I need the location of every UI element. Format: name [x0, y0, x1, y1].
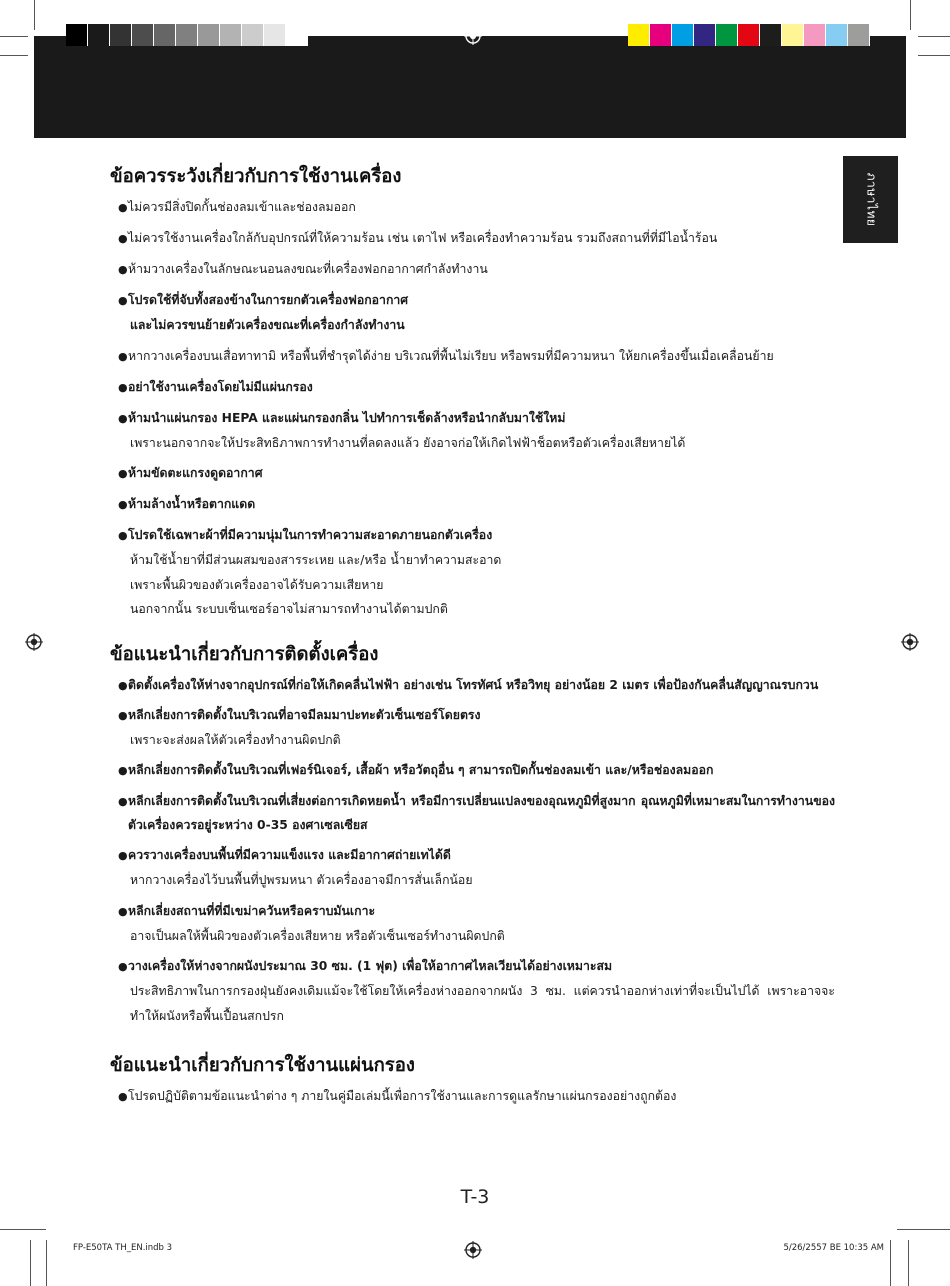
registration-mark-icon [901, 633, 919, 651]
crop-mark [30, 1240, 31, 1286]
list-item [110, 461, 835, 486]
calibration-swatch [804, 24, 826, 46]
item-description: ห้ามใช้น้ำยาที่มีส่วนผสมของสารระเหย และ/หรือ น้ำยาทำความสะอาด [130, 553, 502, 567]
crop-mark [34, 0, 35, 30]
list-item [110, 257, 835, 282]
item-title: โปรดปฏิบัติตามข้อแนะนำต่าง ๆ ภายในคู่มือเล่มนี้เพื่อการใช้งานและการดูแลรักษาแผ่นกรองอย่างถูกต้อง [128, 1089, 677, 1103]
list-item [110, 673, 835, 697]
header-band [34, 36, 906, 138]
language-tab-label: ภาษาไทย [864, 172, 878, 227]
list-item [110, 226, 835, 251]
calibration-swatch [760, 24, 782, 46]
list-item [110, 375, 835, 400]
item-title: อย่าใช้งานเครื่องโดยไม่มีแผ่นกรอง [128, 379, 313, 394]
list-item [110, 843, 835, 893]
item-title: วางเครื่องให้ห่างจากผนังประมาณ 30 ซม. (1 ฟุต) เพื่อให้อากาศไหลเวียนได้อย่างเหมาะสม [128, 959, 613, 973]
calibration-swatch [694, 24, 716, 46]
crop-mark [0, 36, 28, 37]
list-item [110, 789, 835, 837]
item-title: ห้ามนำแผ่นกรอง HEPA และแผ่นกรองกลิ่น ไปทำการเช็ดล้างหรือนำกลับมาใช้ใหม่ [128, 410, 566, 425]
item-description: นอกจากนั้น ระบบเซ็นเซอร์อาจไม่สามารถทำงานได้ตามปกติ [130, 602, 448, 616]
list-item [110, 954, 835, 1029]
crop-mark [46, 1240, 47, 1286]
list-item [110, 406, 835, 456]
calibration-swatch [176, 24, 198, 46]
list-item [110, 899, 835, 949]
list-item [110, 1084, 835, 1109]
section-heading: ข้อแนะนำเกี่ยวกับการใช้งานแผ่นกรอง [110, 1055, 415, 1076]
bullet-icon: ● [118, 678, 128, 692]
crop-mark [897, 1229, 950, 1230]
bullet-icon: ● [118, 764, 128, 777]
bullet-icon: ● [118, 498, 128, 511]
item-title: ห้ามล้างน้ำหรือตากแดด [128, 497, 256, 511]
list-item [110, 523, 835, 622]
item-title: หากวางเครื่องบนเสื่อทาทามิ หรือพื้นที่ชำรุดได้ง่าย บริเวณที่พื้นไม่เรียบ หรือพรมที่มีความหนา ให้ยกเครื่องขึ้นเมื่อเคลื่อนย้าย [128, 348, 774, 363]
crop-mark [0, 55, 28, 56]
bullet-icon: ● [118, 349, 128, 363]
calibration-swatch [826, 24, 848, 46]
calibration-swatch [672, 24, 694, 46]
bullet-icon: ● [118, 263, 128, 276]
language-tab [843, 156, 898, 243]
bullet-icon: ● [118, 411, 128, 425]
item-title: หลีกเลี่ยงสถานที่ที่มีเขม่าควันหรือคราบมันเกาะ [128, 903, 376, 918]
item-title: หลีกเลี่ยงการติดตั้งในบริเวณที่อาจมีลมมาปะทะตัวเซ็นเซอร์โดยตรง [128, 707, 481, 722]
item-title: ห้ามวางเครื่องในลักษณะนอนลงขณะที่เครื่องฟอกอากาศกำลังทำงาน [128, 262, 488, 276]
calibration-swatch [198, 24, 220, 46]
calibration-swatch [88, 24, 110, 46]
item-title: ไม่ควรมีสิ่งปิดกั้นช่องลมเข้าและช่องลมออก [128, 200, 356, 214]
section [110, 164, 835, 622]
calibration-swatch [110, 24, 132, 46]
calibration-swatch [242, 24, 264, 46]
bullet-icon: ● [118, 1090, 128, 1103]
calibration-swatch [154, 24, 176, 46]
registration-mark-icon [464, 1241, 482, 1259]
item-description: และไม่ควรขนย้ายตัวเครื่องขณะที่เครื่องกำลังทำงาน [130, 318, 405, 332]
footer-file-name: FP-E50TA TH_EN.indb 3 [73, 1243, 173, 1253]
crop-mark [918, 55, 950, 56]
bullet-icon: ● [118, 201, 128, 214]
calibration-swatch [264, 24, 286, 46]
item-title: ห้ามขัดตะแกรงดูดอากาศ [128, 466, 263, 480]
item-description: เพราะนอกจากจะให้ประสิทธิภาพการทำงานที่ลดลงแล้ว ยังอาจก่อให้เกิดไฟฟ้าช็อตหรือตัวเครื่องเสียหายได้ [130, 435, 686, 450]
registration-mark-icon [25, 633, 43, 651]
section-heading: ข้อแนะนำเกี่ยวกับการติดตั้งเครื่อง [110, 643, 379, 665]
calibration-swatch [132, 24, 154, 46]
crop-mark [0, 1229, 46, 1230]
bullet-icon: ● [118, 904, 128, 918]
bullet-icon: ● [118, 529, 128, 542]
bullet-icon: ● [118, 795, 128, 808]
calibration-swatch [650, 24, 672, 46]
crop-mark [890, 1240, 891, 1286]
bullet-icon: ● [118, 232, 128, 245]
calibration-swatch [220, 24, 242, 46]
item-description: เพราะพื้นผิวของตัวเครื่องอาจได้รับความเสียหาย [130, 577, 384, 592]
bullet-icon: ● [118, 849, 128, 862]
bullet-icon: ● [118, 708, 128, 722]
item-description: หากวางเครื่องไว้บนพื้นที่ปูพรมหนา ตัวเครื่องอาจมีการสั่นเล็กน้อย [130, 873, 473, 887]
calibration-swatch [628, 24, 650, 46]
section-heading: ข้อควรระวังเกี่ยวกับการใช้งานเครื่อง [110, 166, 402, 187]
calibration-swatch [738, 24, 760, 46]
calibration-swatch [286, 24, 308, 46]
section [110, 642, 835, 1030]
list-item [110, 344, 835, 369]
item-title: โปรดใช้เฉพาะผ้าที่มีความนุ่มในการทำความสะอาดภายนอกตัวเครื่อง [128, 528, 493, 542]
bullet-icon: ● [118, 380, 128, 394]
bullet-icon: ● [118, 467, 128, 480]
item-title: ไม่ควรใช้งานเครื่องใกล้กับอุปกรณ์ที่ให้ความร้อน เช่น เตาไฟ หรือเครื่องทำความร้อน รวมถึงสถานที่ที่มีไอน้ำร้อน [128, 231, 718, 245]
crop-mark [908, 1240, 909, 1286]
page-content [110, 164, 835, 1115]
page-number: T-3 [460, 1186, 490, 1208]
crop-mark [910, 0, 911, 30]
bullet-icon: ● [118, 294, 128, 307]
section [110, 1053, 835, 1109]
grayscale-calibration-bar [66, 24, 308, 46]
crop-mark [918, 36, 950, 37]
calibration-swatch [66, 24, 88, 46]
item-title: ควรวางเครื่องบนพื้นที่มีความแข็งแรง และมีอากาศถ่ายเทได้ดี [128, 848, 451, 862]
list-item [110, 758, 835, 783]
color-calibration-bar [628, 24, 870, 46]
calibration-swatch [716, 24, 738, 46]
item-title: โปรดใช้ที่จับทั้งสองข้างในการยกตัวเครื่องฟอกอากาศ [128, 293, 409, 307]
list-item [110, 703, 835, 753]
item-title: หลีกเลี่ยงการติดตั้งในบริเวณที่เฟอร์นิเจอร์, เสื้อผ้า หรือวัตถุอื่น ๆ สามารถปิดกั้นช่องลมเข้า และ/หรือช่องลมออก [128, 763, 714, 777]
bullet-icon: ● [118, 960, 128, 973]
calibration-swatch [782, 24, 804, 46]
calibration-swatch [848, 24, 870, 46]
item-description: เพราะจะส่งผลให้ตัวเครื่องทำงานผิดปกติ [130, 732, 341, 747]
list-item [110, 288, 835, 338]
footer-timestamp: 5/26/2557 BE 10:35 AM [783, 1243, 884, 1253]
registration-mark-icon [464, 27, 482, 45]
item-title: หลีกเลี่ยงการติดตั้งในบริเวณที่เสี่ยงต่อการเกิดหยดน้ำ หรือมีการเปลี่ยนแปลงของอุณหภูมิที่สูงมาก อุณหภูมิที่เหมาะสมในการทำงานของตัวเครื่องควรอยู่ระหว่าง 0-35 องศาเซลเซียส [128, 794, 835, 832]
list-item [110, 195, 835, 220]
item-description: อาจเป็นผลให้พื้นผิวของตัวเครื่องเสียหาย หรือตัวเซ็นเซอร์ทำงานผิดปกติ [130, 928, 505, 943]
list-item [110, 492, 835, 517]
item-description: ประสิทธิภาพในการกรองฝุ่นยังคงเดิมแม้จะใช้โดยให้เครื่องห่างออกจากผนัง 3 ซม. แต่ควรนำออกห่างเท่าที่จะเป็นไปได้ เพราะอาจจะทำให้ผนังหรือพื้นเปื้อนสกปรก [130, 984, 835, 1023]
item-title: ติดตั้งเครื่องให้ห่างจากอุปกรณ์ที่ก่อให้เกิดคลื่นไฟฟ้า อย่างเช่น โทรทัศน์ หรือวิทยุ อย่างน้อย 2 เมตร เพื่อป้องกันคลื่นสัญญาณรบกวน [128, 677, 819, 692]
